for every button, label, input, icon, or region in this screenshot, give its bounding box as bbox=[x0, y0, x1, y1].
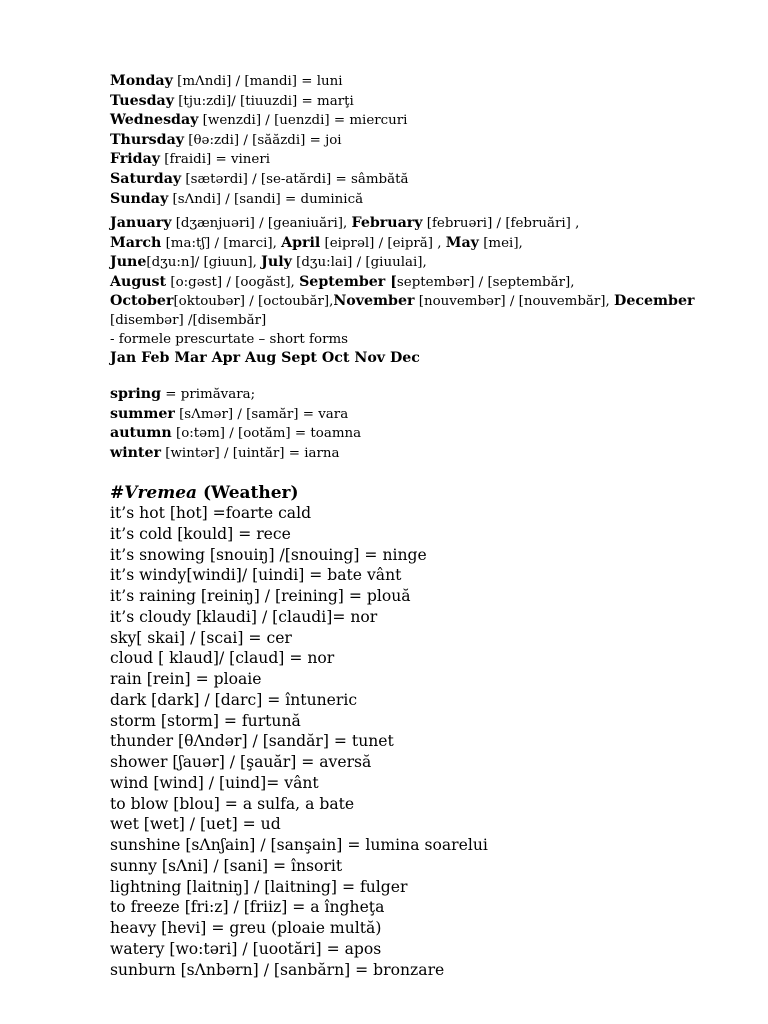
weather-vocab-line: to blow [blou] = a sulfa, a bate bbox=[110, 794, 355, 813]
season-line: summer [sΛmər] / [samăr] = vara bbox=[110, 405, 349, 422]
weather-vocab-line: shower [ʃauər] / [şauăr] = aversă bbox=[110, 753, 372, 771]
short-forms: Jan Feb Mar Apr Aug Sept Oct Nov Dec bbox=[110, 350, 420, 367]
day-line: Wednesday [wenzdi] / [uenzdi] = miercuri bbox=[110, 112, 408, 129]
weather-vocab-line: wet [wet] / [uet] = ud bbox=[110, 815, 281, 834]
weather-list bbox=[110, 503, 738, 980]
weather-vocab-line: it’s hot [hot] =foarte cald bbox=[110, 504, 312, 522]
weather-vocab-line: storm [storm] = furtună bbox=[110, 711, 301, 730]
weather-vocab-line: lightning [laitniŋ] / [laitning] = fulger bbox=[110, 877, 408, 896]
weather-vocab-line: cloud [ klaud]/ [claud] = nor bbox=[110, 649, 335, 668]
weather-vocab-line: dark [dark] / [darc] = întuneric bbox=[110, 690, 358, 709]
day-line: Tuesday [tju:zdi]/ [tiuuzdi] = marţi bbox=[110, 92, 354, 109]
weather-vocab-line: it’s cold [kould] = rece bbox=[110, 524, 291, 543]
weather-vocab-line: it’s raining [reiniŋ] / [reining] = plouă bbox=[110, 587, 411, 605]
weather-vocab-line: sunshine [sΛnʃain] / [sanşain] = lumina soarelui bbox=[110, 836, 488, 854]
weather-vocab-line: sunny [sΛni] / [sani] = însorit bbox=[110, 856, 343, 875]
short-forms-note: - formele prescurtate – short forms bbox=[110, 331, 349, 347]
weather-vocab-line: heavy [hevi] = greu (ploaie multă) bbox=[110, 919, 382, 937]
weather-vocab-line: sky[ skai] / [scai] = cer bbox=[110, 628, 292, 647]
months-line: October[oktoubər] / [octoubăr],November [nouvembər] / [nouvembăr], December [disembər] /[disembăr] bbox=[110, 293, 695, 328]
weather-vocab-line: watery [wo:təri] / [uootări] = apos bbox=[110, 939, 382, 958]
seasons-section bbox=[110, 385, 738, 463]
day-line: Thursday [θə:zdi] / [săăzdi] = joi bbox=[110, 131, 342, 148]
weather-vocab-line: it’s cloudy [klaudi] / [claudi]= nor bbox=[110, 607, 378, 626]
months-line: August [o:gəst] / [oogăst], September [septembər] / [septembăr], bbox=[110, 273, 575, 290]
season-line: spring = primăvara; bbox=[110, 386, 256, 402]
months-line: June[dʒu:n]/ [giuun], July [dʒu:lai] / [giuulai], bbox=[110, 254, 427, 271]
day-line: Sunday [sΛndi] / [sandi] = duminică bbox=[110, 190, 364, 207]
weather-vocab-line: sunburn [sΛnbərn] / [sanbărn] = bronzare bbox=[110, 960, 445, 979]
weather-title: #Vremea (Weather) bbox=[110, 483, 299, 503]
months-section bbox=[110, 214, 738, 369]
weather-vocab-line: thunder [θΛndər] / [sandăr] = tunet bbox=[110, 732, 394, 751]
weather-vocab-line: rain [rein] = ploaie bbox=[110, 670, 262, 688]
weather-vocab-line: to freeze [fri:z] / [friiz] = a îngheţa bbox=[110, 898, 385, 917]
weather-vocab-line: it’s windy[windi]/ [uindi] = bate vânt bbox=[110, 566, 402, 585]
season-line: autumn [o:təm] / [ootăm] = toamna bbox=[110, 425, 362, 441]
weather-heading bbox=[110, 481, 738, 505]
season-line: winter [wintər] / [uintăr] = iarna bbox=[110, 444, 340, 461]
day-line: Friday [fraidi] = vineri bbox=[110, 151, 271, 168]
weather-vocab-line: it’s snowing [snouiŋ] /[snouing] = ninge bbox=[110, 545, 427, 564]
day-line: Monday [mΛndi] / [mandi] = luni bbox=[110, 73, 343, 89]
months-line: January [dʒænjuəri] / [geaniuări], February [februəri] / [februări] , bbox=[110, 215, 580, 231]
months-line: March [ma:tʃ] / [marci], April [eiprəl] / [eipră] , May [mei], bbox=[110, 234, 523, 251]
weather-vocab-line: wind [wind] / [uind]= vânt bbox=[110, 773, 319, 792]
days-section bbox=[110, 72, 738, 209]
day-line: Saturday [sætərdi] / [se-atărdi] = sâmbătă bbox=[110, 170, 409, 187]
